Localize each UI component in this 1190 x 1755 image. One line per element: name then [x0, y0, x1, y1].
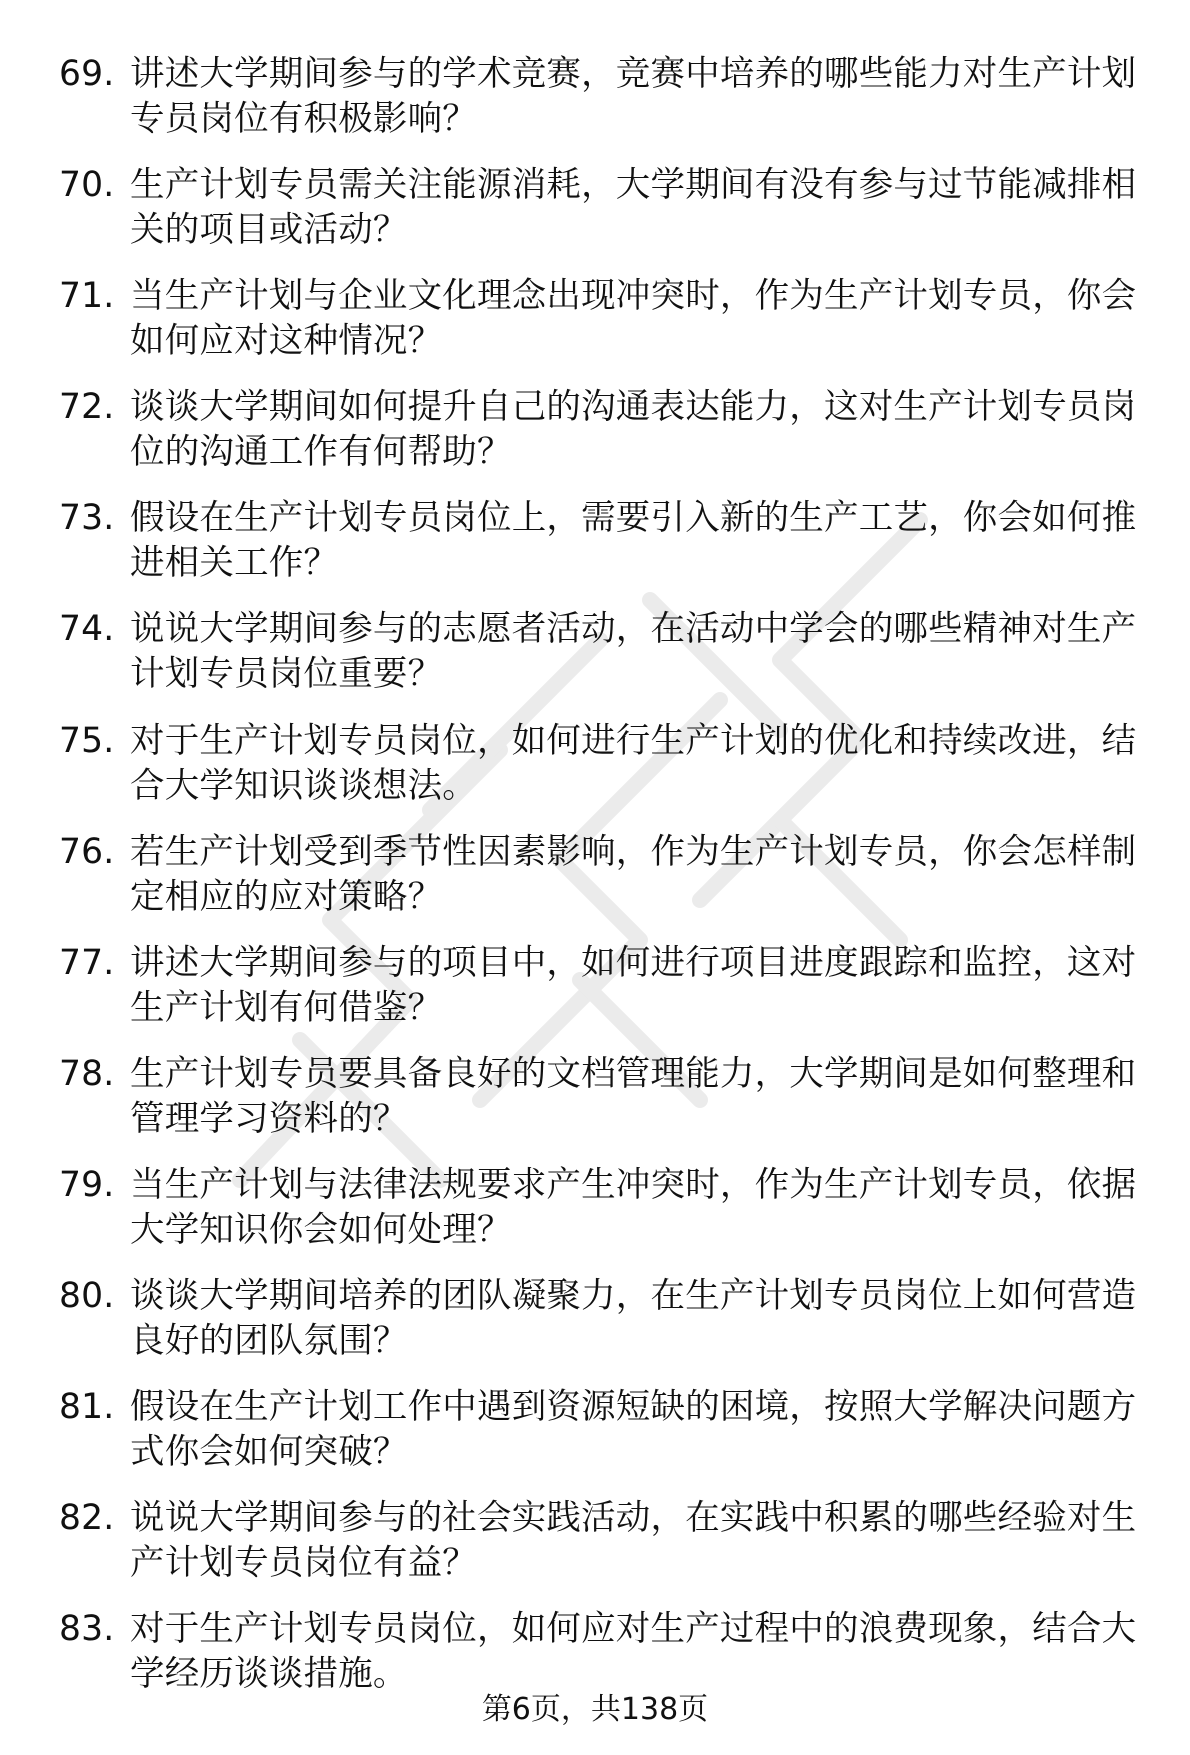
question-text: 谈谈大学期间如何提升自己的沟通表达能力，这对生产计划专员岗位的沟通工作有何帮助？ [130, 387, 1137, 473]
page-footer [0, 1690, 1190, 1730]
question-number: 72. [59, 387, 115, 428]
question-item [56, 607, 1146, 697]
question-item [56, 830, 1146, 920]
question-text: 讲述大学期间参与的项目中，如何进行项目进度跟踪和监控，这对生产计划有何借鉴？ [130, 942, 1137, 1028]
question-list [56, 52, 1146, 1718]
question-text: 若生产计划受到季节性因素影响，作为生产计划专员，你会怎样制定相应的应对策略？ [130, 831, 1137, 917]
question-text: 谈谈大学期间培养的团队凝聚力，在生产计划专员岗位上如何营造良好的团队氛围？ [130, 1276, 1137, 1362]
question-number: 73. [59, 498, 115, 539]
question-number: 81. [59, 1387, 115, 1428]
question-item [56, 1496, 1146, 1586]
question-item [56, 941, 1146, 1031]
question-item [56, 274, 1146, 364]
question-text: 假设在生产计划专员岗位上，需要引入新的生产工艺，你会如何推进相关工作？ [130, 498, 1137, 584]
page-number-label: 第6页，共138页 [481, 1692, 709, 1727]
question-item [56, 719, 1146, 809]
question-text: 讲述大学期间参与的学术竞赛，竞赛中培养的哪些能力对生产计划专员岗位有积极影响？ [130, 54, 1137, 139]
question-text: 当生产计划与企业文化理念出现冲突时，作为生产计划专员，你会如何应对这种情况？ [130, 276, 1137, 362]
question-item [56, 1274, 1146, 1364]
question-text: 说说大学期间参与的社会实践活动，在实践中积累的哪些经验对生产计划专员岗位有益？ [130, 1498, 1137, 1584]
question-text: 假设在生产计划工作中遇到资源短缺的困境，按照大学解决问题方式你会如何突破？ [130, 1387, 1137, 1473]
question-item [56, 163, 1146, 253]
question-text: 生产计划专员要具备良好的文档管理能力，大学期间是如何整理和管理学习资料的？ [130, 1053, 1137, 1139]
question-number: 71. [59, 276, 115, 317]
question-item [56, 1385, 1146, 1475]
question-number: 74. [59, 609, 115, 650]
question-item [56, 1052, 1146, 1142]
question-number: 80. [59, 1276, 115, 1317]
question-item [56, 496, 1146, 586]
question-item [56, 1607, 1146, 1697]
question-text: 生产计划专员需关注能源消耗，大学期间有没有参与过节能减排相关的项目或活动？ [130, 165, 1137, 251]
question-item [56, 52, 1146, 142]
question-text: 说说大学期间参与的志愿者活动，在活动中学会的哪些精神对生产计划专员岗位重要？ [130, 609, 1137, 695]
question-text: 当生产计划与法律法规要求产生冲突时，作为生产计划专员，依据大学知识你会如何处理？ [130, 1164, 1137, 1250]
question-number: 77. [59, 942, 115, 983]
question-number: 79. [59, 1164, 115, 1205]
question-text: 对于生产计划专员岗位，如何应对生产过程中的浪费现象，结合大学经历谈谈措施。 [130, 1609, 1137, 1695]
question-item [56, 1163, 1146, 1253]
question-number: 75. [59, 720, 115, 761]
question-number: 69. [59, 54, 115, 94]
question-number: 76. [59, 831, 115, 872]
question-number: 83. [59, 1609, 115, 1650]
question-number: 70. [59, 165, 115, 206]
question-text: 对于生产计划专员岗位，如何进行生产计划的优化和持续改进，结合大学知识谈谈想法。 [130, 720, 1137, 806]
question-number: 82. [59, 1498, 115, 1539]
question-item [56, 385, 1146, 475]
question-number: 78. [59, 1053, 115, 1094]
